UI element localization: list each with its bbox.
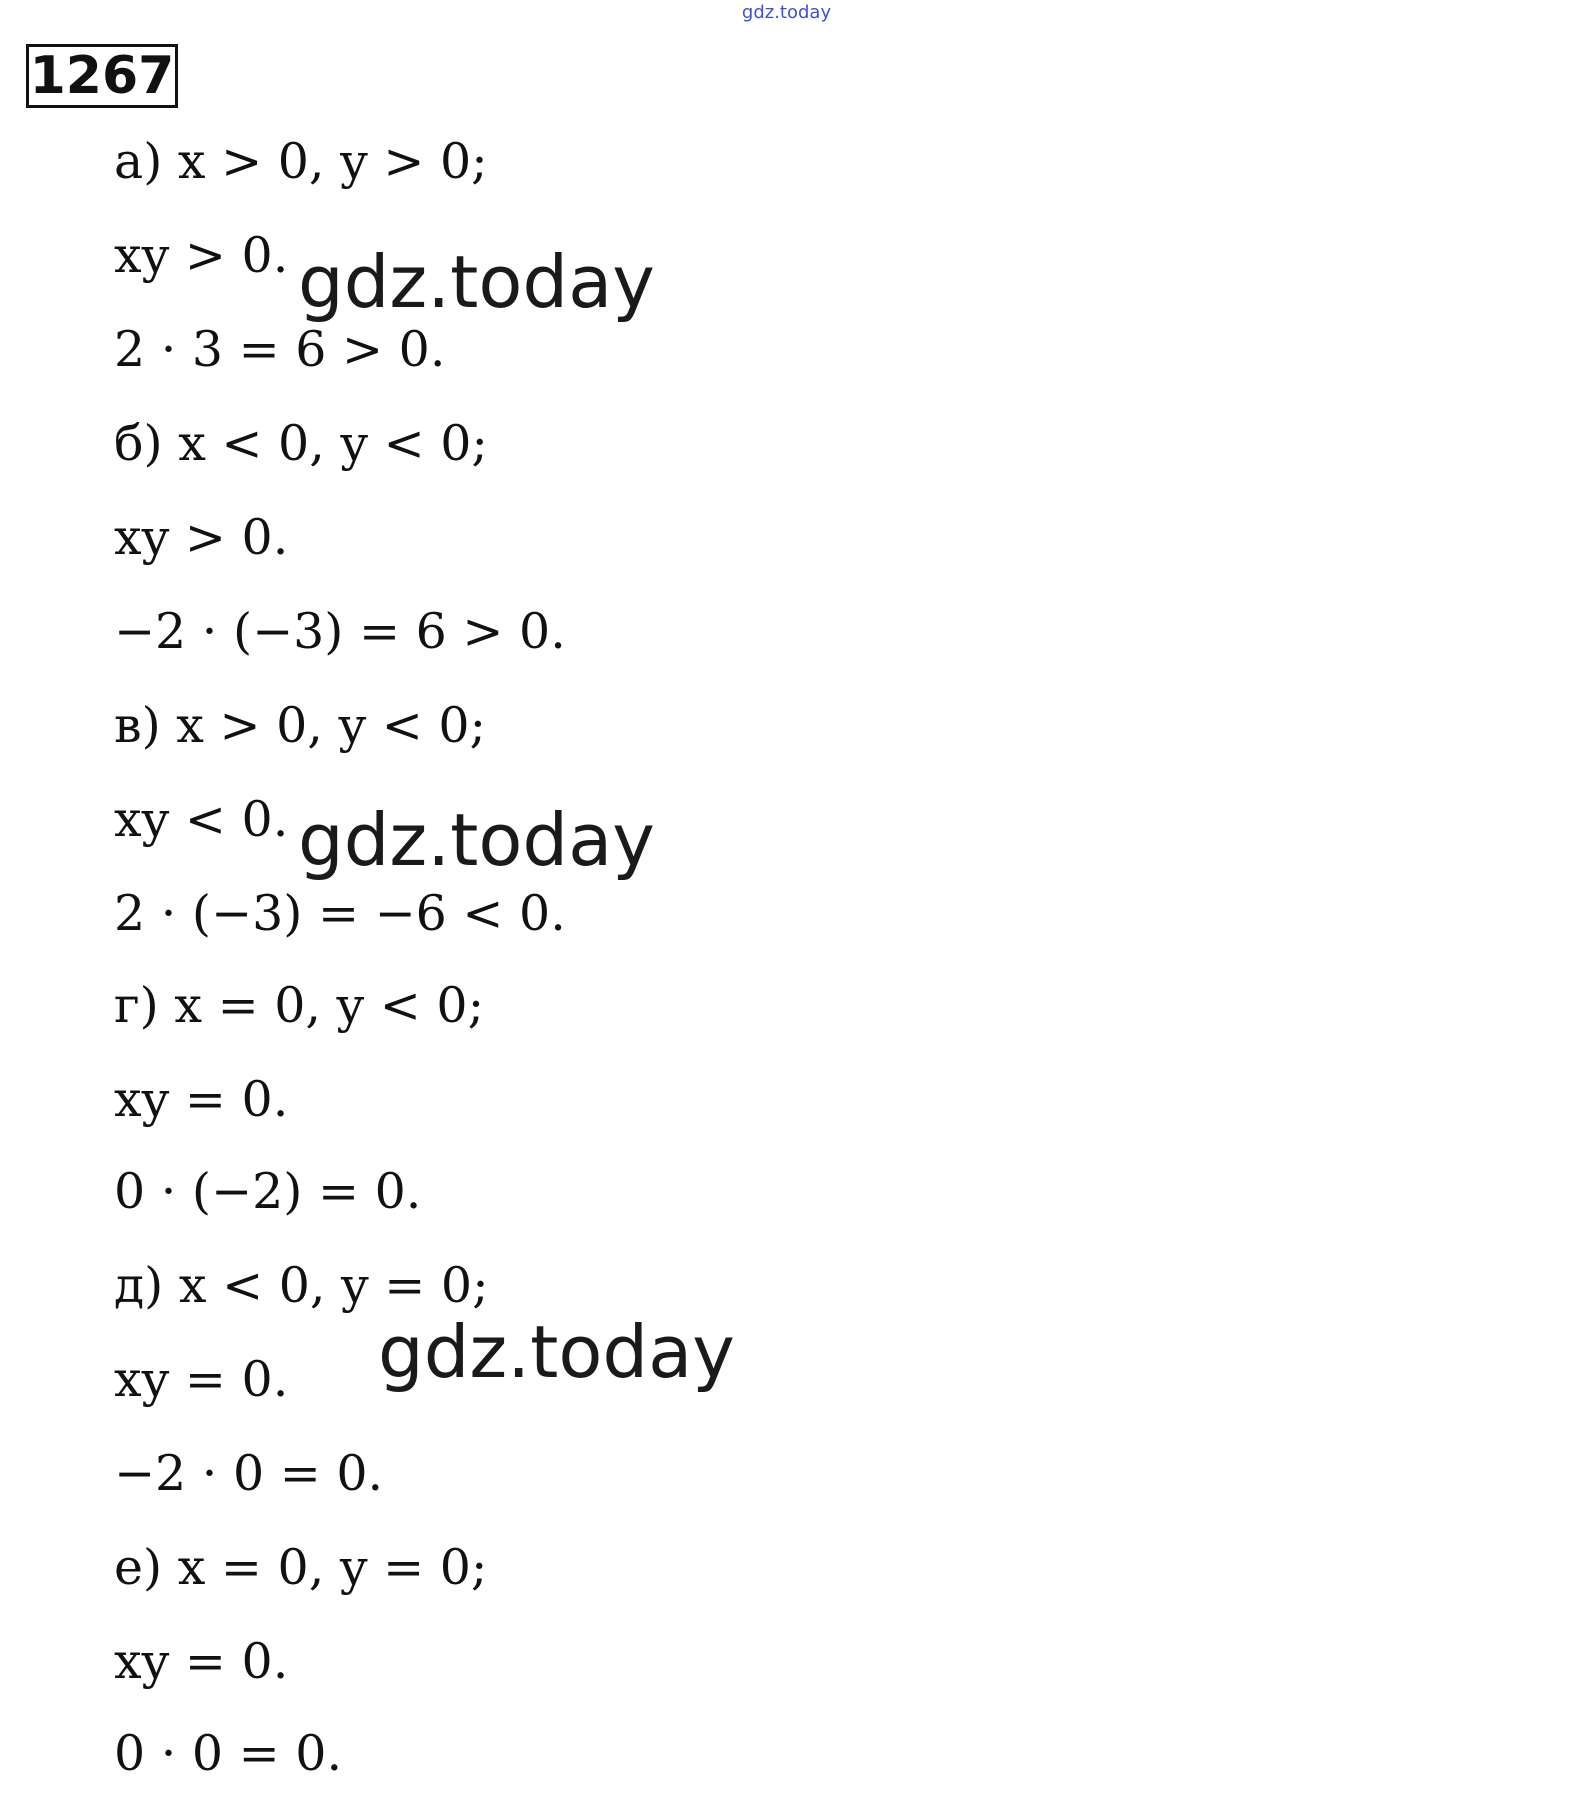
solution-line: xy = 0. <box>114 1351 289 1408</box>
solution-line: 0 · 0 = 0. <box>114 1725 343 1782</box>
watermark: gdz.today <box>298 240 655 324</box>
solution-line: 2 · 3 = 6 > 0. <box>114 321 446 378</box>
solution-line: г) x = 0, y < 0; <box>114 977 485 1034</box>
top-watermark: gdz.today <box>741 2 832 23</box>
solution-line: б) x < 0, y < 0; <box>114 415 488 472</box>
solution-line: xy = 0. <box>114 1633 289 1690</box>
solution-line: −2 · 0 = 0. <box>114 1445 384 1502</box>
solution-line: 2 · (−3) = −6 < 0. <box>114 885 566 942</box>
solution-line: xy < 0. <box>114 791 289 848</box>
solution-line: xy > 0. <box>114 227 289 284</box>
solution-line: а) x > 0, y > 0; <box>114 133 488 190</box>
watermark: gdz.today <box>378 1310 735 1394</box>
solution-line: −2 · (−3) = 6 > 0. <box>114 603 566 660</box>
watermark: gdz.today <box>298 798 655 882</box>
solution-line: xy > 0. <box>114 509 289 566</box>
solution-line: е) x = 0, y = 0; <box>114 1539 488 1596</box>
problem-number: 1267 <box>26 44 178 108</box>
solution-line: в) x > 0, y < 0; <box>114 697 487 754</box>
solution-line: 0 · (−2) = 0. <box>114 1163 422 1220</box>
solution-line: xy = 0. <box>114 1071 289 1128</box>
solution-line: д) x < 0, y = 0; <box>114 1257 489 1314</box>
